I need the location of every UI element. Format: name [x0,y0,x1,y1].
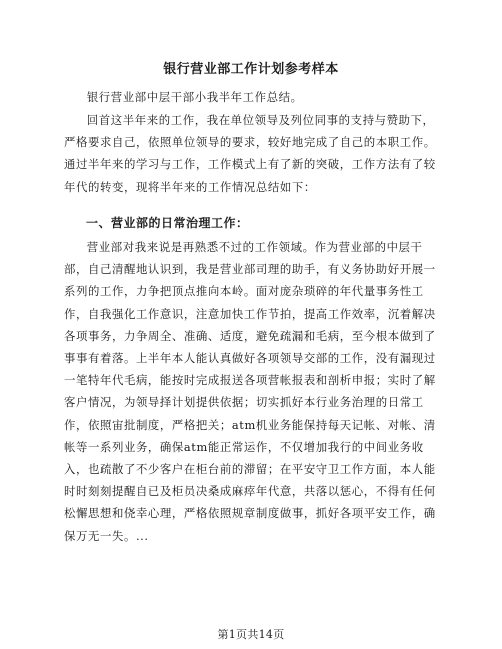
page-title: 银行营业部工作计划参考样本 [163,62,339,77]
intro-paragraph: 银行营业部中层干部小我半年工作总结。 [86,90,303,104]
summary-paragraph: 回首这半年来的工作，我在单位领导及列位同事的支持与赞助下，严格要求自己，依照单位领导的要求，较好地完成了自己的本职工作。通过半年来的学习与工作，工作模式上有了新的突破，工作方法有了较年代的转变，现将半年来的工作情况总结如下： [64,113,436,194]
page-number-footer: 第1页共14页 [217,628,285,641]
section-heading: 一、营业部的日常治理工作： [86,216,249,230]
section-body-paragraph: 营业部对我来说是再熟悉不过的工作领域。作为营业部的中层干部，自己清醒地认识到，我是营业部司理的助手，有义务协助好开展一系列的工作，力争把顶点推向本岭。面对庞杂琐碎的年代量事务性工作，自我强化工作意识，注意加快工作节拍，提高工作效率，沉着解决各项事务，力争周全、准确、适度，避免疏漏和毛病，至今根本做到了事事有着落。上半年本人能认真做好各项领导交部的工作，没有漏现过一笔特年代毛病，能按时完成报送各项营帐报表和剖析申报；实时了解客户情况，为领导择计划提供依据；切实抓好本行业务治理的日常工作，依照宙批制度，严格把关；atm机业务能保持每天记帐、对帐、清帐等一系列业务，确保atm能正常运作，不仅增加我行的中间业务收入，也疏散了不少客户在柜台前的滞留；在平安守卫工作方面，本人能时时刻刻提醒自已及柜员决桑成麻瘁年代意，共落以惩心，不得有任何松懈思想和侥幸心理，严格依照规章制度做事，抓好各项平安工作，确保万无一失。... [64,240,436,543]
